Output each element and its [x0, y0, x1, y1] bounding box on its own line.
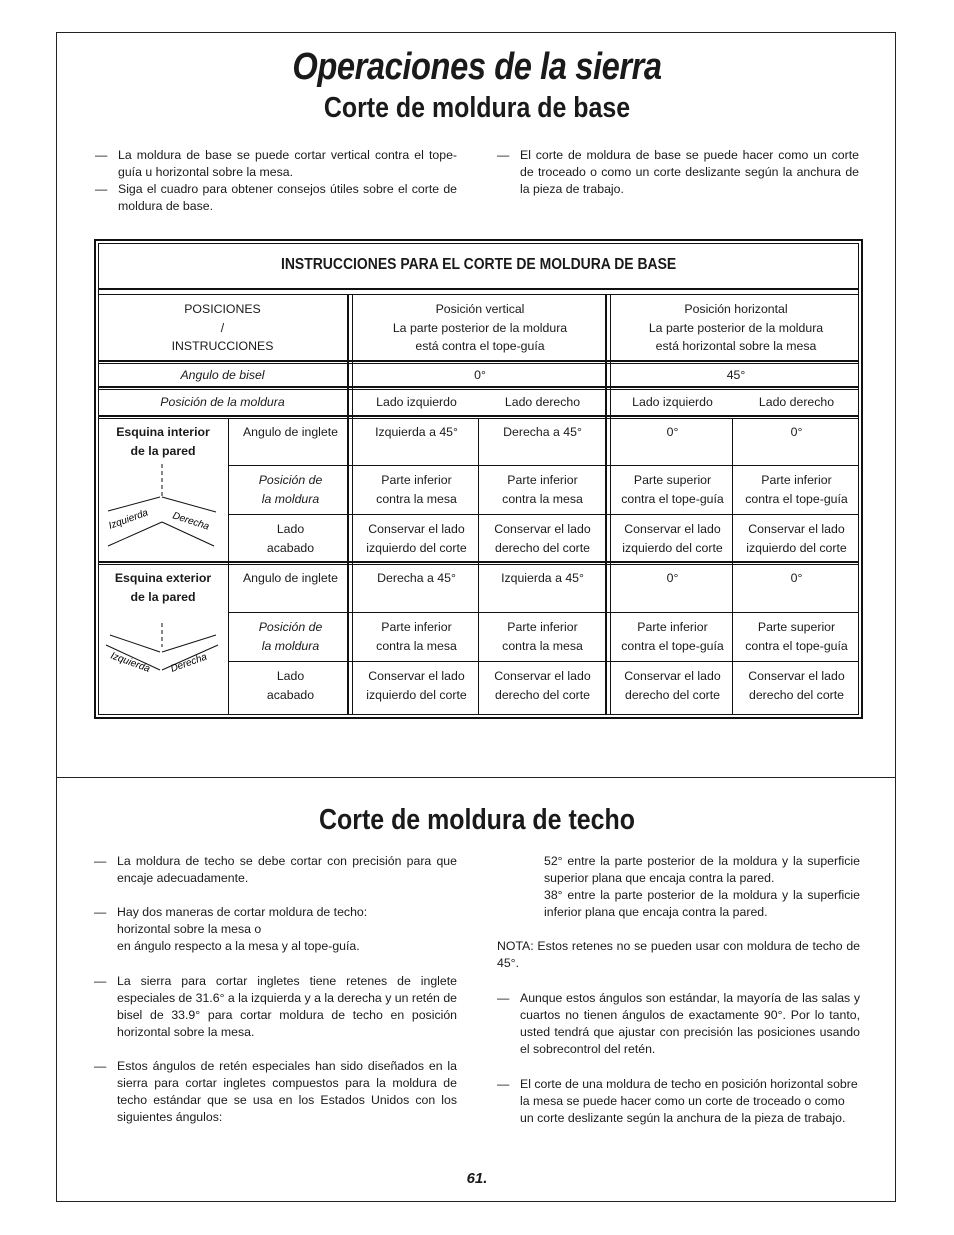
- outside-miter-c4: 0°: [790, 571, 803, 585]
- outside-position-c1: Parte inferior contra la mesa: [376, 620, 457, 653]
- table-line: [732, 418, 733, 715]
- inside-position-c2: Parte inferior contra la mesa: [502, 473, 583, 506]
- inside-row-position-label: Posición de la moldura: [258, 473, 323, 506]
- section-divider: [56, 777, 896, 778]
- outside-row-finish-label: Lado acabado: [266, 669, 315, 702]
- outside-corner-label: Esquina exterior de la pared: [114, 571, 212, 604]
- inside-corner-diagram: [100, 462, 226, 552]
- outside-position-c3: Parte inferior contra el tope-guía: [621, 620, 724, 653]
- inside-miter-c2: Derecha a 45°: [503, 425, 582, 439]
- crown-note: NOTA: Estos retenes no se pueden usar con moldura de techo de 45°.: [497, 939, 860, 970]
- table-line: [228, 465, 859, 466]
- header-horizontal: Posición horizontal La parte posterior de la moldura está horizontal sobre la mesa: [648, 302, 824, 354]
- table-line: [228, 514, 859, 515]
- table-title: INSTRUCCIONES PARA EL CORTE DE MOLDURA DE BASE: [98, 243, 859, 290]
- outside-miter-c1: Derecha a 45°: [377, 571, 456, 585]
- header-vertical: Posición vertical La parte posterior de la moldura está contra el tope-guía: [392, 302, 568, 354]
- bevel-vertical: 0°: [474, 367, 486, 382]
- outside-diagram-right: Derecha: [169, 651, 209, 675]
- inside-finish-c4: Conservar el lado izquierdo del corte: [746, 522, 847, 555]
- molding-pos-v-right: Lado derecho: [504, 395, 581, 410]
- header-positions: POSICIONES / INSTRUCCIONES: [171, 302, 274, 354]
- inside-position-c3: Parte superior contra el tope-guía: [621, 473, 724, 506]
- crown-para-2: — Hay dos maneras de cortar moldura de techo: horizontal sobre la mesa o en ángulo respecto a la mesa y al tope-guía.: [94, 905, 368, 953]
- crown-para-4: — Estos ángulos de retén especiales han sido diseñados en la sierra para cortar ingletes compuestos para la moldura de techo estándar que se usa en los Estados Unidos con los siguientes ángulos:: [94, 1059, 457, 1124]
- section-title-base: Corte de moldura de base: [323, 92, 631, 124]
- table-line: [352, 294, 353, 715]
- inside-row-miter-label: Angulo de inglete: [242, 425, 339, 439]
- molding-pos-label: Posición de la moldura: [160, 395, 285, 410]
- outside-miter-c2: Izquierda a 45°: [501, 571, 584, 585]
- outside-miter-c3: 0°: [666, 571, 679, 585]
- outside-finish-c1: Conservar el lado izquierdo del corte: [366, 669, 467, 702]
- inside-finish-c3: Conservar el lado izquierdo del corte: [622, 522, 723, 555]
- page-number: 61.: [466, 1170, 488, 1187]
- table-line: [228, 612, 859, 613]
- table-line: [605, 294, 607, 715]
- table-line: [98, 386, 859, 388]
- outside-finish-c2: Conservar el lado derecho del corte: [494, 669, 591, 702]
- crown-para-3: — La sierra para cortar ingletes tiene retenes de inglete especiales de 31.6° a la izquierda y a la derecha y un retén de bisel de 33.9° para cortar moldura de techo en posición horizontal sobre la mesa.: [94, 974, 457, 1039]
- crown-para-6: — El corte de una moldura de techo en posición horizontal sobre la mesa se puede hacer como un corte de troceado o como un corte deslizante según la anchura de la pieza de trabajo.: [497, 1077, 858, 1125]
- table-line: [478, 418, 479, 715]
- inside-finish-c1: Conservar el lado izquierdo del corte: [366, 522, 467, 555]
- base-para-3: — El corte de moldura de base se puede hacer como un corte de troceado o como un corte deslizante según la anchura de la pieza de trabajo.: [497, 148, 859, 196]
- inside-position-c4: Parte inferior contra el tope-guía: [745, 473, 848, 506]
- page-title: Operaciones de la sierra: [292, 46, 662, 88]
- outside-position-c4: Parte superior contra el tope-guía: [745, 620, 848, 653]
- molding-pos-h-right: Lado derecho: [758, 395, 835, 410]
- table-line: [98, 415, 859, 417]
- inside-miter-c3: 0°: [666, 425, 679, 439]
- inside-miter-c4: 0°: [790, 425, 803, 439]
- inside-miter-c1: Izquierda a 45°: [375, 425, 458, 439]
- base-para-2: — Siga el cuadro para obtener consejos útiles sobre el corte de moldura de base.: [95, 182, 457, 213]
- table-line: [98, 360, 859, 362]
- inside-position-c1: Parte inferior contra la mesa: [376, 473, 457, 506]
- crown-para-5: — Aunque estos ángulos son estándar, la mayoría de las salas y cuartos no tienen ángulos de exactamente 90°. Por lo tanto, usted tendrá que ajustar con precisión las posiciones usando el sobrecontrol del retén.: [497, 991, 860, 1056]
- inside-diagram-left: Izquierda: [107, 507, 150, 532]
- outside-row-position-label: Posición de la moldura: [258, 620, 323, 653]
- inside-finish-c2: Conservar el lado derecho del corte: [494, 522, 591, 555]
- outside-row-miter-label: Angulo de inglete: [242, 571, 339, 585]
- table-line: [228, 661, 859, 662]
- molding-pos-h-left: Lado izquierdo: [632, 395, 713, 410]
- inside-row-finish-label: Lado acabado: [266, 522, 315, 555]
- inside-corner-label: Esquina interior de la pared: [116, 425, 210, 458]
- inside-diagram-right: Derecha: [171, 510, 211, 533]
- molding-pos-v-left: Lado izquierdo: [376, 395, 457, 410]
- bevel-horizontal: 45°: [726, 367, 746, 382]
- crown-para-1: — La moldura de techo se debe cortar con precisión para que encaje adecuadamente.: [94, 854, 457, 885]
- outside-position-c2: Parte inferior contra la mesa: [502, 620, 583, 653]
- outside-finish-c4: Conservar el lado derecho del corte: [748, 669, 845, 702]
- base-para-1: — La moldura de base se puede cortar vertical contra el tope-guía u horizontal sobre la mesa.: [95, 148, 457, 179]
- outside-diagram-left: Izquierda: [108, 650, 152, 675]
- outside-corner-diagram: [100, 615, 226, 695]
- outside-finish-c3: Conservar el lado derecho del corte: [624, 669, 721, 702]
- table-line: [610, 294, 611, 715]
- section-title-crown: Corte de moldura de techo: [319, 804, 635, 836]
- table-line: [98, 294, 859, 295]
- crown-angle-38: 38° entre la parte posterior de la moldura y la superficie inferior plana que encaja contra la pared.: [544, 888, 860, 919]
- crown-angle-52: 52° entre la parte posterior de la moldura y la superficie superior plana que encaja contra la pared.: [544, 854, 860, 885]
- bevel-label: Angulo de bisel: [180, 367, 265, 382]
